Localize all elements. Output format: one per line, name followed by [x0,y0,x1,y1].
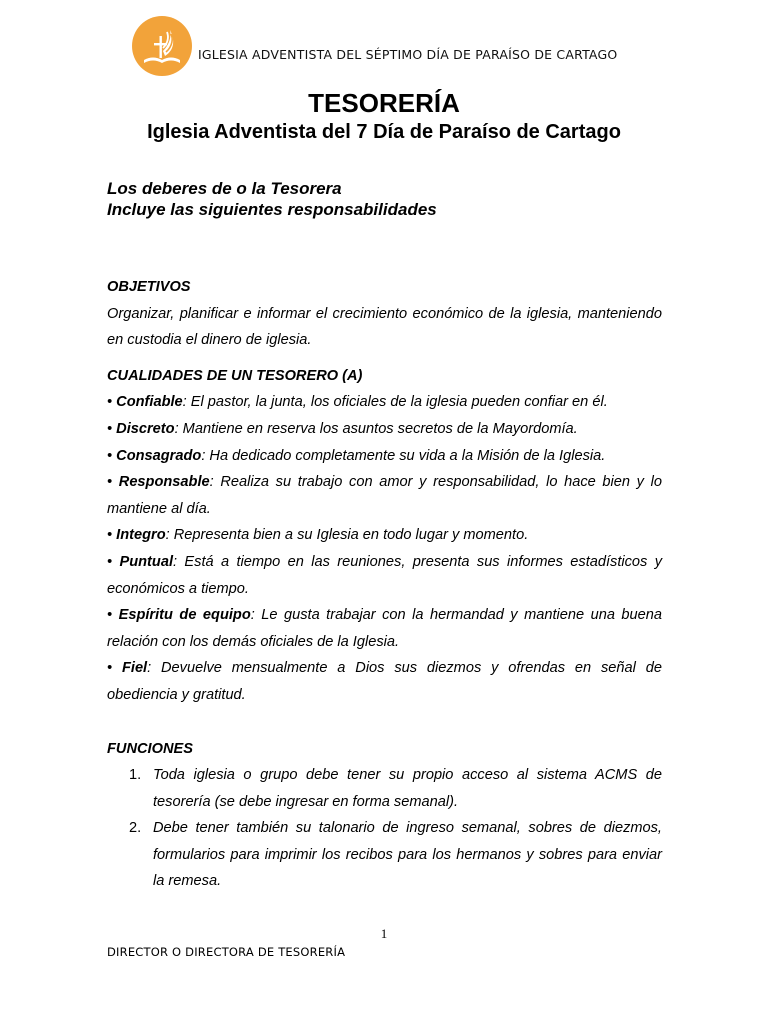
list-item: • Integro: Representa bien a su Iglesia en todo lugar y momento. [107,527,529,544]
page-number: 1 [380,926,388,941]
list-item: • Confiable: El pastor, la junta, los oficiales de la iglesia pueden confiar en él. [107,394,608,411]
intro-line-2: Incluye las siguientes responsabilidades [107,200,437,219]
cualidades-heading: CUALIDADES DE UN TESORERO (A) [107,367,363,384]
list-item: 1. Toda iglesia o grupo debe tener su propio acceso al sistema ACMS de tesorería (se debe ingresar en forma semanal). [129,767,662,810]
funciones-heading: FUNCIONES [107,740,193,757]
list-item: 2. Debe tener también su talonario de ingreso semanal, sobres de diezmos, formularios para imprimir los recibos para los hermanos y sobres para enviar la remesa. [129,820,662,890]
page-subtitle: Iglesia Adventista del 7 Día de Paraíso de Cartago [147,121,621,143]
objetivos-heading: OBJETIVOS [107,279,191,295]
page-footer: DIRECTOR O DIRECTORA DE TESORERÍA [107,945,346,959]
page-title: TESORERÍA [308,88,460,118]
funciones-list [107,762,662,895]
list-item: • Puntual: Está a tiempo en las reuniones, presenta sus informes estadísticos y económicos a tiempo. [107,553,663,597]
document-body [107,274,662,895]
list-item: • Espíritu de equipo: Le gusta trabajar con la hermandad y mantiene una buena relación con los demás oficiales de la Iglesia. [107,607,663,650]
organization-header: IGLESIA ADVENTISTA DEL SÉPTIMO DÍA DE PARAÍSO DE CARTAGO [198,47,618,62]
cualidades-list [107,389,662,708]
intro-line-1: Los deberes de o la Tesorera [107,179,342,198]
list-item: • Responsable: Realiza su trabajo con amor y responsabilidad, lo hace bien y lo mantiene al día. [107,474,662,517]
list-item: • Fiel: Devuelve mensualmente a Dios sus diezmos y ofrendas en señal de obediencia y gratitud. [107,660,662,703]
intro [107,178,437,220]
objetivos-text: Organizar, planificar e informar el crecimiento económico de la iglesia, manteniendo en custodia el dinero de iglesia. [107,305,662,349]
list-item: • Discreto: Mantiene en reserva los asuntos secretos de la Mayordomía. [107,420,578,437]
list-item: • Consagrado: Ha dedicado completamente su vida a la Misión de la Iglesia. [107,447,606,464]
adventist-flame-logo-icon [132,16,192,76]
